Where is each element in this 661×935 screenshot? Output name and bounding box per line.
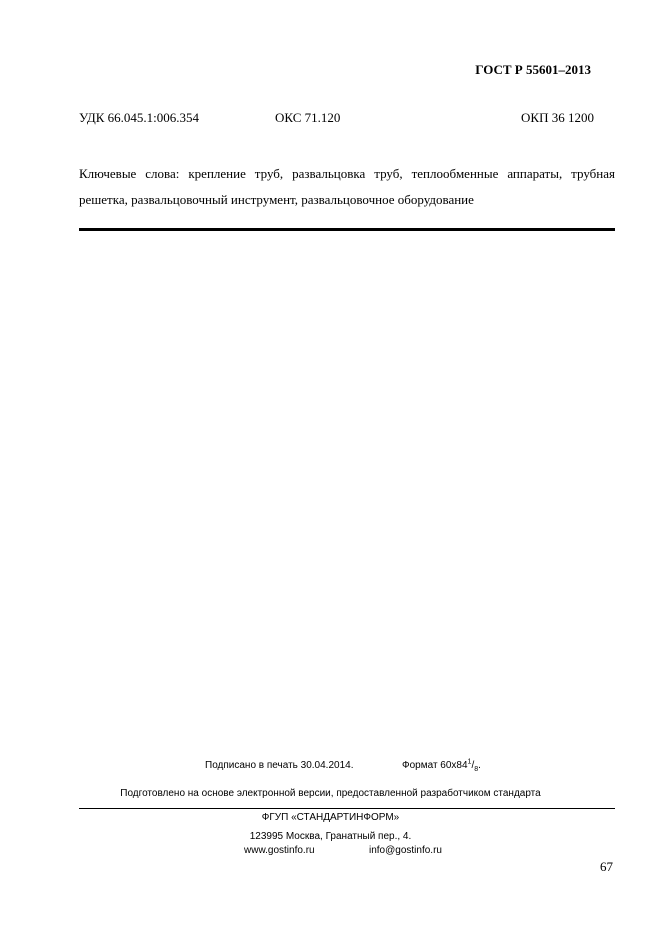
page-number: 67 <box>600 859 613 874</box>
thin-divider <box>79 808 615 809</box>
classification-row <box>79 110 594 128</box>
paper-format-denominator: 8 <box>474 766 479 773</box>
keywords-paragraph: Ключевые слова: крепление труб, развальцовка труб, теплообменные аппараты, трубная решетка, развальцовочный инструмент, развальцовочное оборудование <box>79 166 615 207</box>
publisher-address: 123995 Москва, Гранатный пер., 4. <box>249 831 412 842</box>
paper-format-numerator: 1 <box>467 758 472 766</box>
oks-code: ОКС 71.120 <box>275 110 341 125</box>
standard-code: ГОСТ Р 55601–2013 <box>475 62 591 77</box>
signed-line <box>205 758 481 773</box>
paper-format-label: Формат 60x84 <box>402 760 468 771</box>
okp-code: ОКП 36 1200 <box>521 110 594 125</box>
thick-divider <box>79 228 615 231</box>
contact-line <box>244 845 442 856</box>
email-text: info@gostinfo.ru <box>369 845 442 856</box>
publisher-name: ФГУП «СТАНДАРТИНФОРМ» <box>261 812 400 823</box>
udk-code: УДК 66.045.1:006.354 <box>79 110 200 125</box>
prepared-note: Подготовлено на основе электронной версии, предоставленной разработчиком стандарта <box>120 788 541 799</box>
paper-format-tail: . <box>478 760 481 771</box>
website-text: www.gostinfo.ru <box>244 845 315 856</box>
signed-date: Подписано в печать 30.04.2014. <box>205 760 354 771</box>
paper-format: Формат $60x84^1/_8$. <box>402 758 481 773</box>
